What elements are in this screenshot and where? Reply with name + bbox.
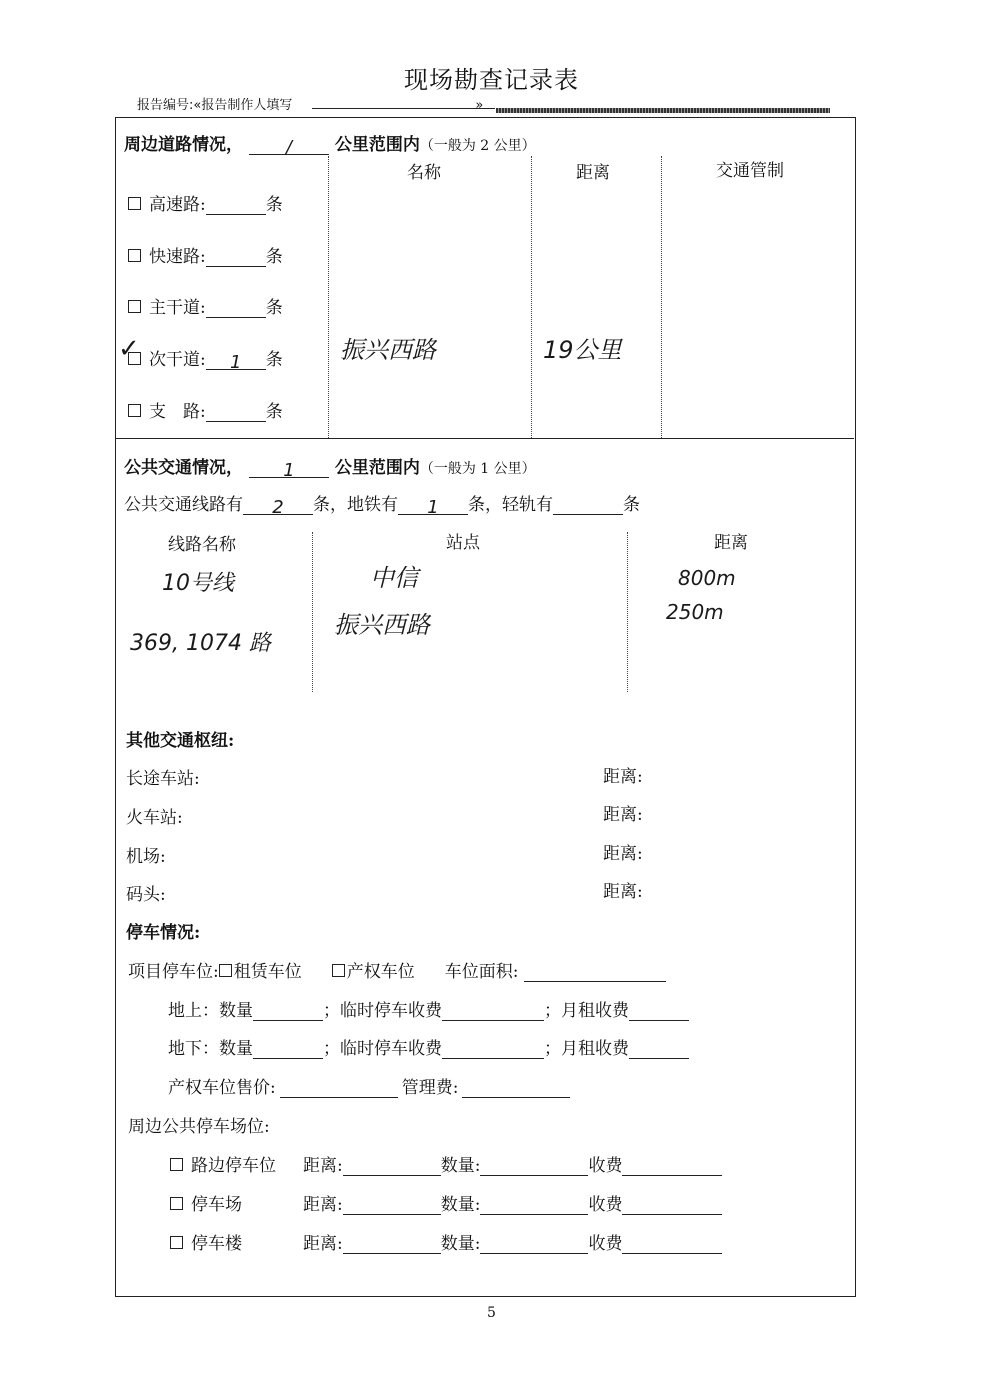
- lot-dist-field[interactable]: [343, 1197, 441, 1215]
- transit-distance-2-handwritten: 250m: [666, 600, 724, 624]
- transit-divider-1: [312, 532, 313, 692]
- col-station-header: 站点: [446, 533, 480, 553]
- arterial-count-field[interactable]: [206, 300, 266, 318]
- below-monthly-fee-field[interactable]: [629, 1041, 689, 1059]
- header-rule: [496, 108, 830, 113]
- road-name-handwritten: 振兴西路: [340, 336, 436, 364]
- transit-station-2-handwritten: 振兴西路: [334, 611, 430, 639]
- hub-train-station-label: 火车站:: [126, 808, 183, 828]
- expressway-count-field[interactable]: [206, 249, 266, 267]
- branch-checkbox[interactable]: [128, 404, 141, 417]
- highway-checkbox[interactable]: [128, 197, 141, 210]
- owned-price-field[interactable]: [280, 1080, 398, 1098]
- public-parking-header: 周边公共停车场位:: [128, 1117, 270, 1137]
- arterial-checkbox[interactable]: [128, 300, 141, 313]
- transit-distance-1-handwritten: 800m: [678, 566, 736, 590]
- road-type-secondary: 次干道: 1 条: [128, 345, 283, 370]
- lot-checkbox[interactable]: [170, 1197, 183, 1210]
- transit-line-1-handwritten: 10号线: [162, 571, 234, 596]
- transit-line-2-handwritten: 369, 1074 路: [130, 631, 271, 656]
- rent-checkbox[interactable]: [219, 964, 232, 977]
- hubs-header: 其他交通枢纽:: [126, 731, 235, 751]
- hub-bus-station-distance: 距离:: [603, 767, 643, 787]
- road-type-branch: 支 路: 条: [128, 397, 283, 422]
- secondary-count-field[interactable]: 1: [206, 352, 266, 370]
- page-title: 现场勘查记录表: [404, 66, 579, 94]
- roads-divider-1: [328, 156, 329, 438]
- branch-count-field[interactable]: [206, 404, 266, 422]
- col-distance-header: 距离: [576, 163, 610, 183]
- public-parking-lot-row: 停车场 距离: 数量: 收费: [170, 1190, 722, 1215]
- report-number-label: 报告编号:«报告制作人填写 »: [137, 98, 484, 113]
- public-parking-garage-row: 停车楼 距离: 数量: 收费: [170, 1229, 722, 1254]
- parking-header: 停车情况:: [126, 923, 201, 943]
- transit-divider-2: [627, 532, 628, 692]
- below-qty-field[interactable]: [253, 1041, 323, 1059]
- col-traffic-header: 交通管制: [716, 161, 784, 181]
- road-distance-handwritten: 19公里: [543, 336, 622, 364]
- above-monthly-fee-field[interactable]: [629, 1003, 689, 1021]
- lot-fee-field[interactable]: [622, 1197, 722, 1215]
- highway-count-field[interactable]: [206, 197, 266, 215]
- transit-range-field[interactable]: 1: [249, 460, 329, 478]
- secondary-check-mark: ✓: [118, 334, 140, 364]
- roadside-fee-field[interactable]: [622, 1158, 722, 1176]
- hub-pier-label: 码头:: [126, 885, 166, 905]
- col-transit-distance-header: 距离: [714, 533, 748, 553]
- transit-header: 公共交通情况， 1 公里范围内（一般为 1 公里）: [124, 458, 536, 481]
- parking-area-field[interactable]: [524, 964, 666, 982]
- roads-divider-2: [531, 156, 532, 438]
- owned-price-row: 产权车位售价: 管理费:: [168, 1073, 570, 1098]
- page-number: 5: [487, 1305, 496, 1321]
- roads-range-field[interactable]: /: [249, 137, 329, 155]
- garage-qty-field[interactable]: [480, 1236, 588, 1254]
- expressway-checkbox[interactable]: [128, 249, 141, 262]
- transit-lines-row: 公共交通线路有 2 条，地铁有 1 条，轻轨有 条: [124, 495, 640, 518]
- bus-count-field[interactable]: 2: [243, 497, 313, 515]
- roads-header: 周边道路情况， / 公里范围内（一般为 2 公里）: [124, 135, 536, 158]
- report-number-field[interactable]: [312, 108, 495, 109]
- garage-fee-field[interactable]: [622, 1236, 722, 1254]
- below-temp-fee-field[interactable]: [442, 1041, 544, 1059]
- hub-bus-station-label: 长途车站:: [126, 769, 200, 789]
- metro-count-field[interactable]: 1: [398, 497, 468, 515]
- hub-airport-distance: 距离:: [603, 844, 643, 864]
- above-temp-fee-field[interactable]: [442, 1003, 544, 1021]
- col-name-header: 名称: [407, 163, 441, 183]
- mgmt-fee-field[interactable]: [462, 1080, 570, 1098]
- roadside-checkbox[interactable]: [170, 1158, 183, 1171]
- roadside-qty-field[interactable]: [480, 1158, 588, 1176]
- col-line-header: 线路名称: [168, 535, 236, 555]
- garage-dist-field[interactable]: [343, 1236, 441, 1254]
- project-parking-row: 项目停车位: 租赁车位 产权车位 车位面积:: [128, 957, 666, 982]
- public-parking-roadside-row: 路边停车位 距离: 数量: 收费: [170, 1151, 722, 1176]
- hub-pier-distance: 距离:: [603, 882, 643, 902]
- road-type-expressway: 快速路: 条: [128, 242, 283, 267]
- light-rail-count-field[interactable]: [553, 497, 623, 515]
- roads-divider-3: [661, 156, 662, 438]
- owned-checkbox[interactable]: [332, 964, 345, 977]
- road-type-highway: 高速路: 条: [128, 190, 283, 215]
- transit-station-1-handwritten: 中信: [370, 564, 418, 592]
- above-ground-row: 地上：数量 ；临时停车收费 ；月租收费: [168, 996, 689, 1021]
- above-qty-field[interactable]: [253, 1003, 323, 1021]
- roadside-dist-field[interactable]: [343, 1158, 441, 1176]
- road-type-arterial: 主干道: 条: [128, 293, 283, 318]
- garage-checkbox[interactable]: [170, 1236, 183, 1249]
- hub-train-station-distance: 距离:: [603, 805, 643, 825]
- hub-airport-label: 机场:: [126, 847, 166, 867]
- lot-qty-field[interactable]: [480, 1197, 588, 1215]
- roads-transit-separator: [115, 438, 854, 439]
- underground-row: 地下：数量 ；临时停车收费 ；月租收费: [168, 1034, 689, 1059]
